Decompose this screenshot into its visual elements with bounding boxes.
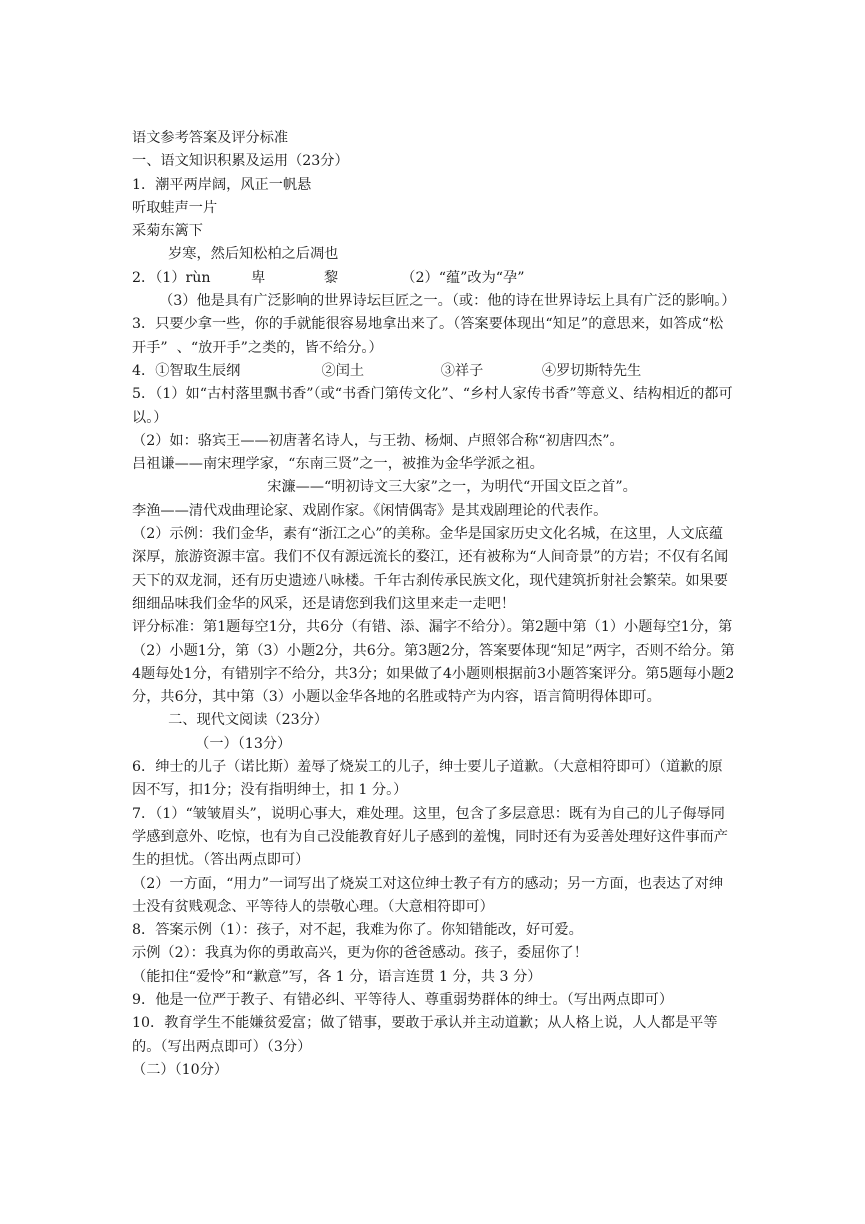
text-line: 宋濂——“明初诗文三大家”之一，为明代“开国文臣之首”。: [132, 479, 637, 496]
text-line: 2．（1）rùn 卑 黎 （2）“蕴”改为“孕”: [132, 269, 525, 286]
text-line: 1．潮平两岸阔，风正一帆悬: [132, 176, 312, 193]
answer-key-text: [132, 127, 736, 1082]
text-line: 李渔——清代戏曲理论家、戏剧作家。《闲情偶寄》是其戏剧理论的代表作。: [132, 502, 608, 519]
section-heading: 二、现代文阅读（23分）: [132, 712, 329, 729]
subsection-heading: （一）（13分）: [132, 735, 292, 752]
scoring-standard: 评分标准：第1题每空1分，共6分（有错、添、漏字不给分）。第2题中第（1）小题每空1分，第（2）小题1分，第（3）小题2分，共6分。第3题2分，答案要体现“知足”两字，否则不给分。第4题每处1分，有错别字不给分，共3分；如果做了4小题则根据前3小题答案评分。第5题每小题2分，共6分，其中第（3）小题以金华各地的名胜或特产为内容，语言简明得体即可。: [132, 619, 735, 706]
text-line: （2）示例：我们金华，素有“浙江之心”的美称。金华是国家历史文化名城，在这里，人文底蕴深厚，旅游资源丰富。我们不仅有源远流长的婺江，还有被称为“人间奇景”的方岩；不仅有名闻天下的双龙洞，还有历史遗迹八咏楼。千年古刹传承民族文化，现代建筑折射社会繁荣。如果要细细品味我们金华的风采，还是请您到我们这里来走一走吧！: [132, 526, 729, 612]
text-line: 岁寒，然后知松柏之后凋也: [132, 246, 339, 263]
text-line: 示例（2）：我真为你的勇敢高兴，更为你的爸爸感动。孩子，委屈你了！: [132, 945, 588, 962]
section-heading: 一、语文知识积累及运用（23分）: [132, 153, 349, 170]
text-line: 吕祖谦——南宋理学家，“东南三贤”之一，被推为金华学派之祖。: [132, 456, 544, 473]
text-line: 5．（1）如“古村落里飘书香”（或“书香门第传文化”、“乡村人家传书香”等意义、结构相近的都可以。）: [132, 386, 733, 426]
text-line: （2）一方面，“用力”一词写出了烧炭工对这位绅士教子有方的感动；另一方面，也表达了对绅士没有贫贱观念、平等待人的崇敬心理。（大意相符即可）: [132, 875, 724, 915]
text-line: 10．教育学生不能嫌贫爱富；做了错事，要敢于承认并主动道歉；从人格上说，人人都是平等的。（写出两点即可）（3分）: [132, 1015, 718, 1055]
doc-title: 语文参考答案及评分标准: [132, 130, 289, 146]
text-line: （能扣住“爱怜”和“歉意”写，各 1 分，语言连贯 1 分，共 3 分）: [132, 968, 542, 985]
text-line: 听取蛙声一片: [132, 199, 218, 216]
text-line: 4．①智取生辰纲 ②闰土 ③祥子 ④罗切斯特先生: [132, 362, 642, 379]
text-line: 8．答案示例（1）：孩子，对不起，我难为你了。你知错能改，好可爱。: [132, 922, 583, 939]
text-line: （3）他是具有广泛影响的世界诗坛巨匠之一。（或：他的诗在世界诗坛上具有广泛的影响。）: [132, 293, 736, 310]
text-line: （2）如：骆宾王——初唐著名诗人，与王勃、杨炯、卢照邻合称“初唐四杰”。: [132, 432, 624, 449]
text-line: 6．绅士的儿子（诺比斯）羞辱了烧炭工的儿子，绅士要儿子道歉。（大意相符即可）（道歉的原因不写，扣1分；没有指明绅士，扣 1 分。）: [132, 759, 723, 799]
text-line: 3．只要少拿一些，你的手就能很容易地拿出来了。（答案要体现出“知足”的意思来，如答成“松开手” 、“放开手”之类的，皆不给分。）: [132, 316, 724, 356]
text-line: 9．他是一位严于教子、有错必纠、平等待人、尊重弱势群体的绅士。（写出两点即可）: [132, 991, 674, 1008]
text-line: 7．（1）“皱皱眉头”，说明心事大，难处理。这里，包含了多层意思：既有为自己的儿子侮辱同学感到意外、吃惊，也有为自己没能教育好儿子感到的羞愧，同时还有为妥善处理好这件事而产生的担忧。（答出两点即可）: [132, 805, 728, 869]
subsection-heading: （二）（10分）: [132, 1061, 229, 1078]
text-line: 采菊东篱下: [132, 223, 203, 240]
